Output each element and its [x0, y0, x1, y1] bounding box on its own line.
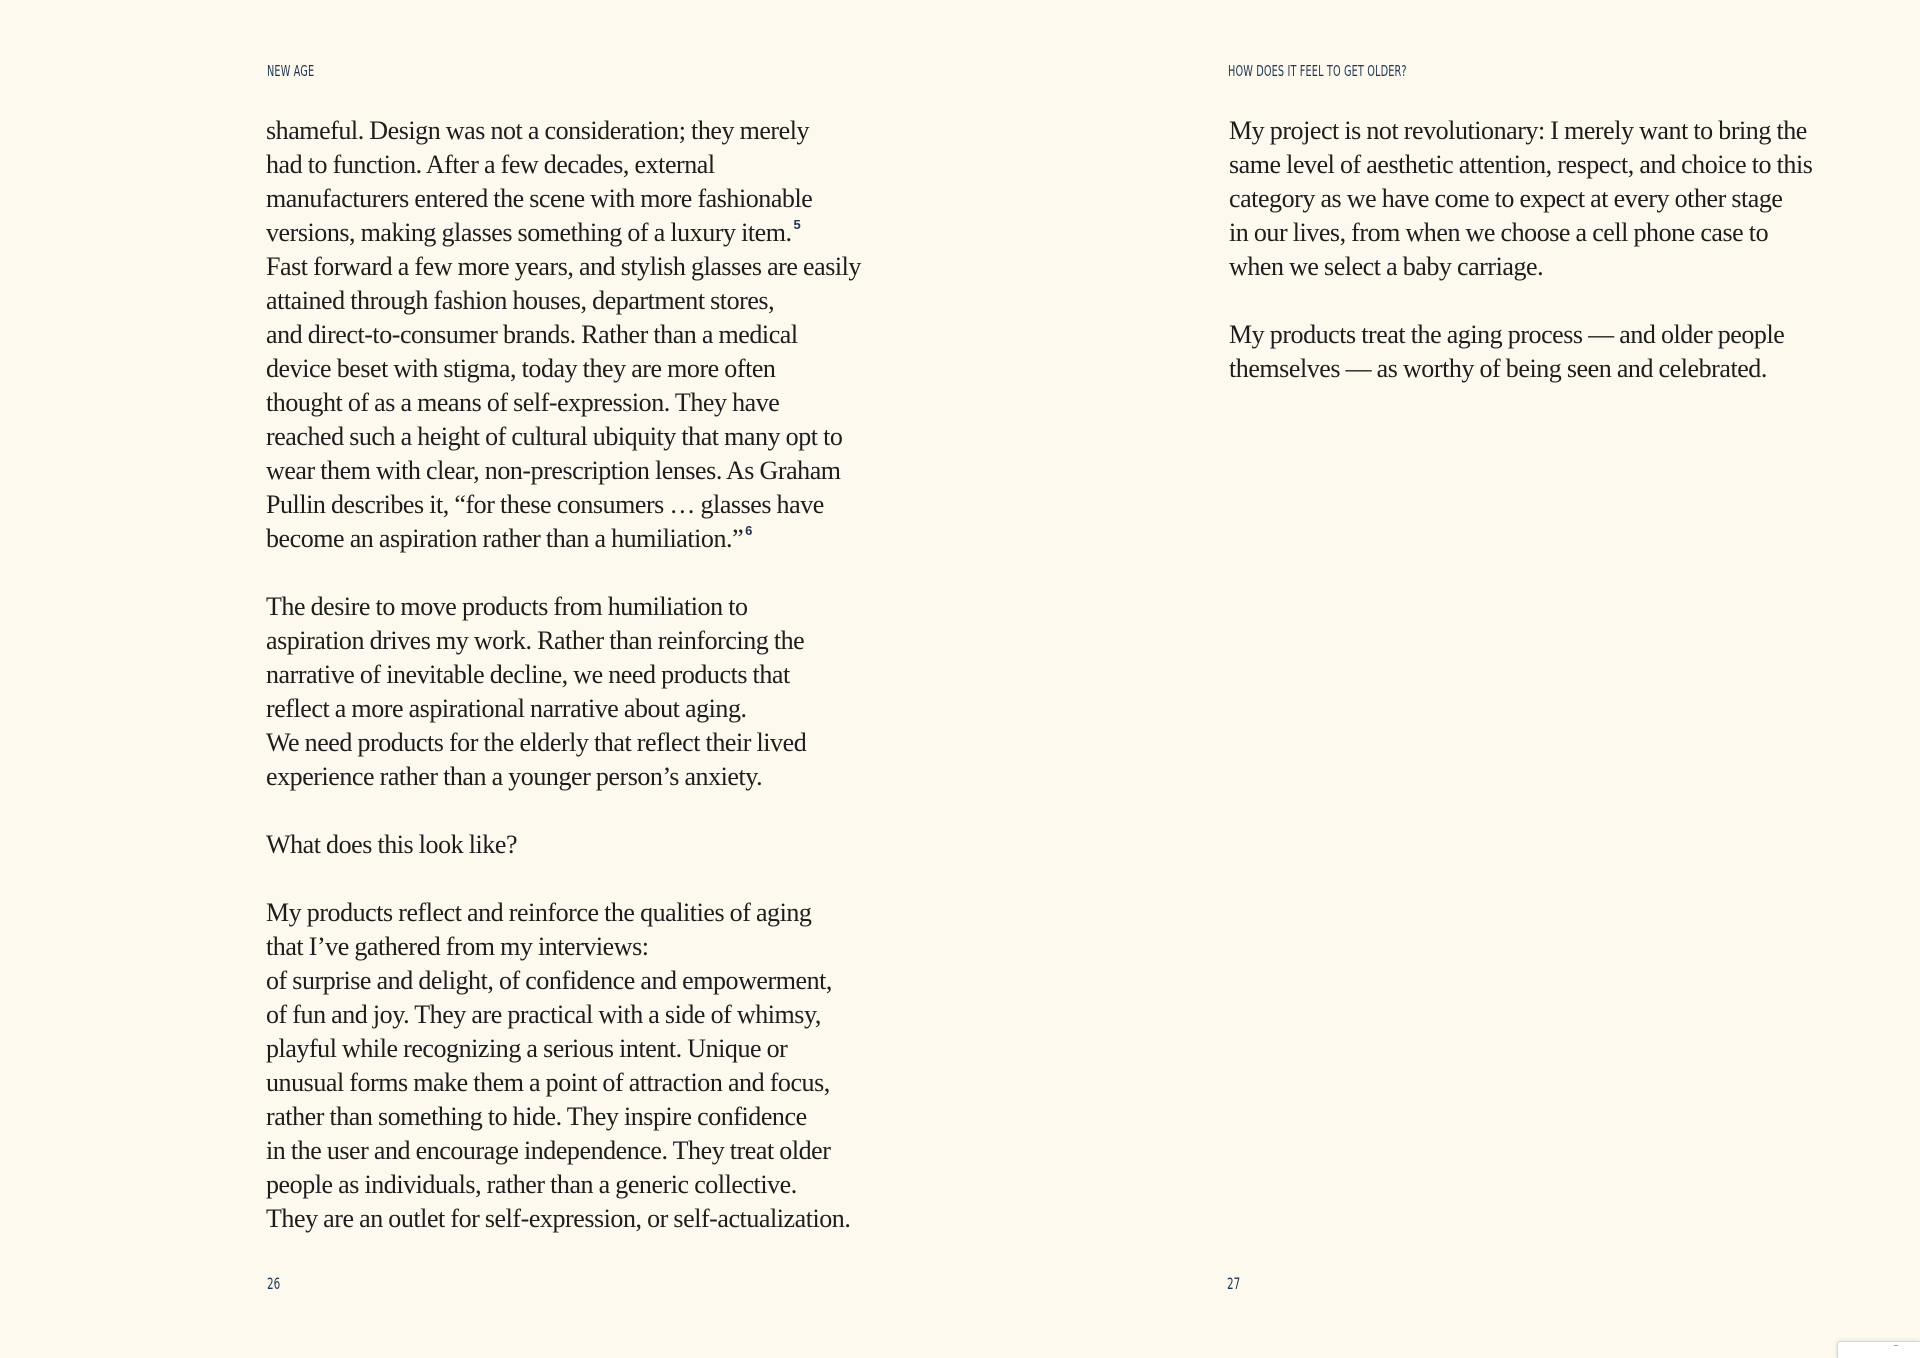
- text-line: had to function. After a few decades, external: [266, 150, 715, 179]
- paragraph-4: [266, 896, 866, 1236]
- text-line: thought of as a means of self-expression. They have: [266, 388, 780, 417]
- text-line: What does this look like?: [266, 830, 518, 859]
- paragraph-2: [1229, 318, 1869, 386]
- text-line: attained through fashion houses, department stores,: [266, 286, 775, 315]
- page-number-left: 26: [267, 1274, 281, 1293]
- text-line: same level of aesthetic attention, respect, and choice to this: [1229, 150, 1813, 179]
- text-line: My project is not revolutionary: I merely want to bring the: [1229, 116, 1807, 145]
- page-number-right: 27: [1227, 1274, 1241, 1293]
- text-line-with-footnote: [266, 216, 866, 250]
- paragraph-1: [1229, 114, 1869, 284]
- text-line: playful while recognizing a serious intent. Unique or: [266, 1034, 788, 1063]
- text-line: Fast forward a few more years, and stylish glasses are easily: [266, 252, 861, 281]
- text-line: of fun and joy. They are practical with a side of whimsy,: [266, 1000, 821, 1029]
- paragraph-3: [266, 828, 866, 862]
- right-page: [960, 0, 1920, 1358]
- text-line: Pullin describes it, “for these consumers … glasses have: [266, 490, 824, 519]
- text-line: The desire to move products from humiliation to: [266, 592, 748, 621]
- running-head-left: NEW AGE: [267, 62, 315, 80]
- minimize-icon: [1894, 1345, 1898, 1346]
- text-line: that I’ve gathered from my interviews:: [266, 932, 649, 961]
- text-line: device beset with stigma, today they are more often: [266, 354, 776, 383]
- text-line: shameful. Design was not a consideration; they merely: [266, 116, 810, 145]
- text-line: in the user and encourage independence. They treat older: [266, 1136, 831, 1165]
- text-line-with-footnote: [266, 522, 866, 556]
- text-line: My products reflect and reinforce the qualities of aging: [266, 898, 812, 927]
- text-line: in our lives, from when we choose a cell phone case to: [1229, 218, 1769, 247]
- footnote-marker[interactable]: 6: [745, 523, 752, 538]
- text-line: become an aspiration rather than a humiliation.”: [266, 524, 744, 553]
- text-line: wear them with clear, non-prescription lenses. As Graham: [266, 456, 841, 485]
- text-line: We need products for the elderly that reflect their lived: [266, 728, 807, 757]
- running-head-right: HOW DOES IT FEEL TO GET OLDER?: [1228, 62, 1407, 80]
- text-line: versions, making glasses something of a luxury item.: [266, 218, 792, 247]
- text-line: when we select a baby carriage.: [1229, 252, 1544, 281]
- text-line: experience rather than a younger person’s anxiety.: [266, 762, 763, 791]
- text-line: manufacturers entered the scene with more fashionable: [266, 184, 813, 213]
- viewer-corner-widget[interactable]: [1837, 1341, 1920, 1358]
- text-line: They are an outlet for self-expression, or self-actualization.: [266, 1204, 851, 1233]
- text-line: unusual forms make them a point of attraction and focus,: [266, 1068, 830, 1097]
- paragraph-1: [266, 114, 866, 556]
- text-line: category as we have come to expect at every other stage: [1229, 184, 1783, 213]
- text-line: and direct-to-consumer brands. Rather than a medical: [266, 320, 798, 349]
- text-line: reflect a more aspirational narrative about aging.: [266, 694, 747, 723]
- text-line: rather than something to hide. They inspire confidence: [266, 1102, 807, 1131]
- text-line: aspiration drives my work. Rather than reinforcing the: [266, 626, 805, 655]
- text-line: reached such a height of cultural ubiquity that many opt to: [266, 422, 843, 451]
- text-line: people as individuals, rather than a generic collective.: [266, 1170, 797, 1199]
- text-line: of surprise and delight, of confidence and empowerment,: [266, 966, 832, 995]
- text-line: themselves — as worthy of being seen and celebrated.: [1229, 354, 1767, 383]
- left-page-body: [266, 114, 866, 1270]
- text-line: narrative of inevitable decline, we need products that: [266, 660, 790, 689]
- right-page-body: [1229, 114, 1869, 420]
- paragraph-2: [266, 590, 866, 794]
- footnote-marker[interactable]: 5: [793, 217, 801, 232]
- text-line: My products treat the aging process — and older people: [1229, 320, 1785, 349]
